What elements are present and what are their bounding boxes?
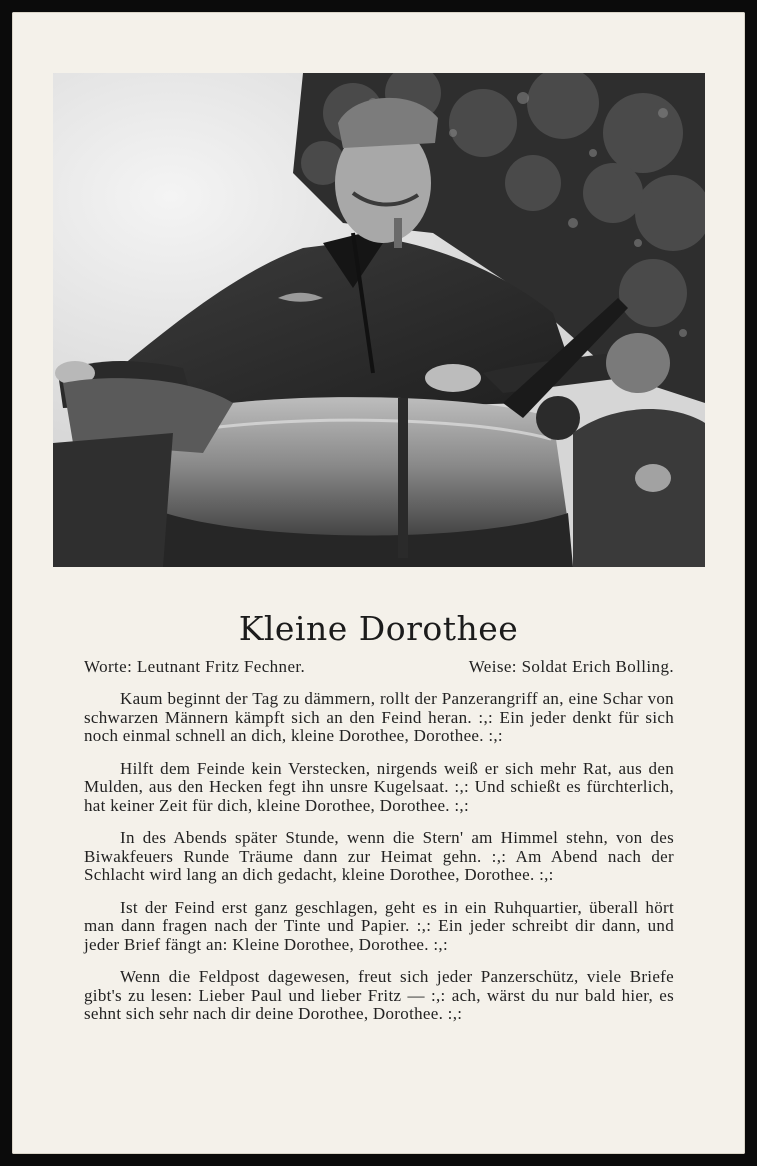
words-credit: Worte: Leutnant Fritz Fechner.	[84, 657, 306, 676]
verse-1: Kaum beginnt der Tag zu dämmern, rollt der Panzerangriff an, eine Schar von schwarzen Männern kämpft sich an den Feind heran. :,: Ein jeder denkt für sich noch einmal schnell an dich, kleine Dorothee, Dorothee. :,:	[84, 689, 674, 745]
verse-5: Wenn die Feldpost dagewesen, freut sich jeder Panzerschütz, viele Briefe gibt's zu lesen: Lieber Paul und lieber Fritz — :,: ach, wärst du nur bald hier, es sehnt sich sehr nach dir deine Dorothee, Dorothee. :,:	[84, 967, 674, 1023]
melody-credit: Weise: Soldat Erich Bolling.	[468, 657, 674, 676]
credits-line	[84, 657, 674, 677]
lyrics	[84, 690, 674, 1038]
postcard	[12, 12, 745, 1154]
song-title: Kleine Dorothee	[238, 609, 519, 648]
verse-4: Ist der Feind erst ganz geschlagen, geht es in ein Ruhquartier, überall hört man dann fragen nach der Tinte und Papier. :,: Ein jeder schreibt dir dann, und jeder Brief fängt an: Kleine Dorothee, Dorothee. :,:	[84, 897, 674, 954]
soldier-in-tank-turret-photo	[53, 73, 705, 567]
verse-3: In des Abends später Stunde, wenn die Stern' am Himmel stehn, von des Biwakfeuers Runde Träume dann zur Heimat gehn. :,: Am Abend nach der Schlacht wird lang an dich gedacht, kleine Dorothee, Dorothee. :,:	[84, 828, 674, 884]
verse-2: Hilft dem Feinde kein Verstecken, nirgends weiß er sich mehr Rat, aus den Mulden, aus den Hecken fegt ihn unsre Kugelsaat. :,: Und schießt es fürchterlich, hat keiner Zeit für dich, kleine Dorothee, Dorothee. :,:	[84, 758, 674, 815]
photo-illustration	[53, 73, 705, 567]
